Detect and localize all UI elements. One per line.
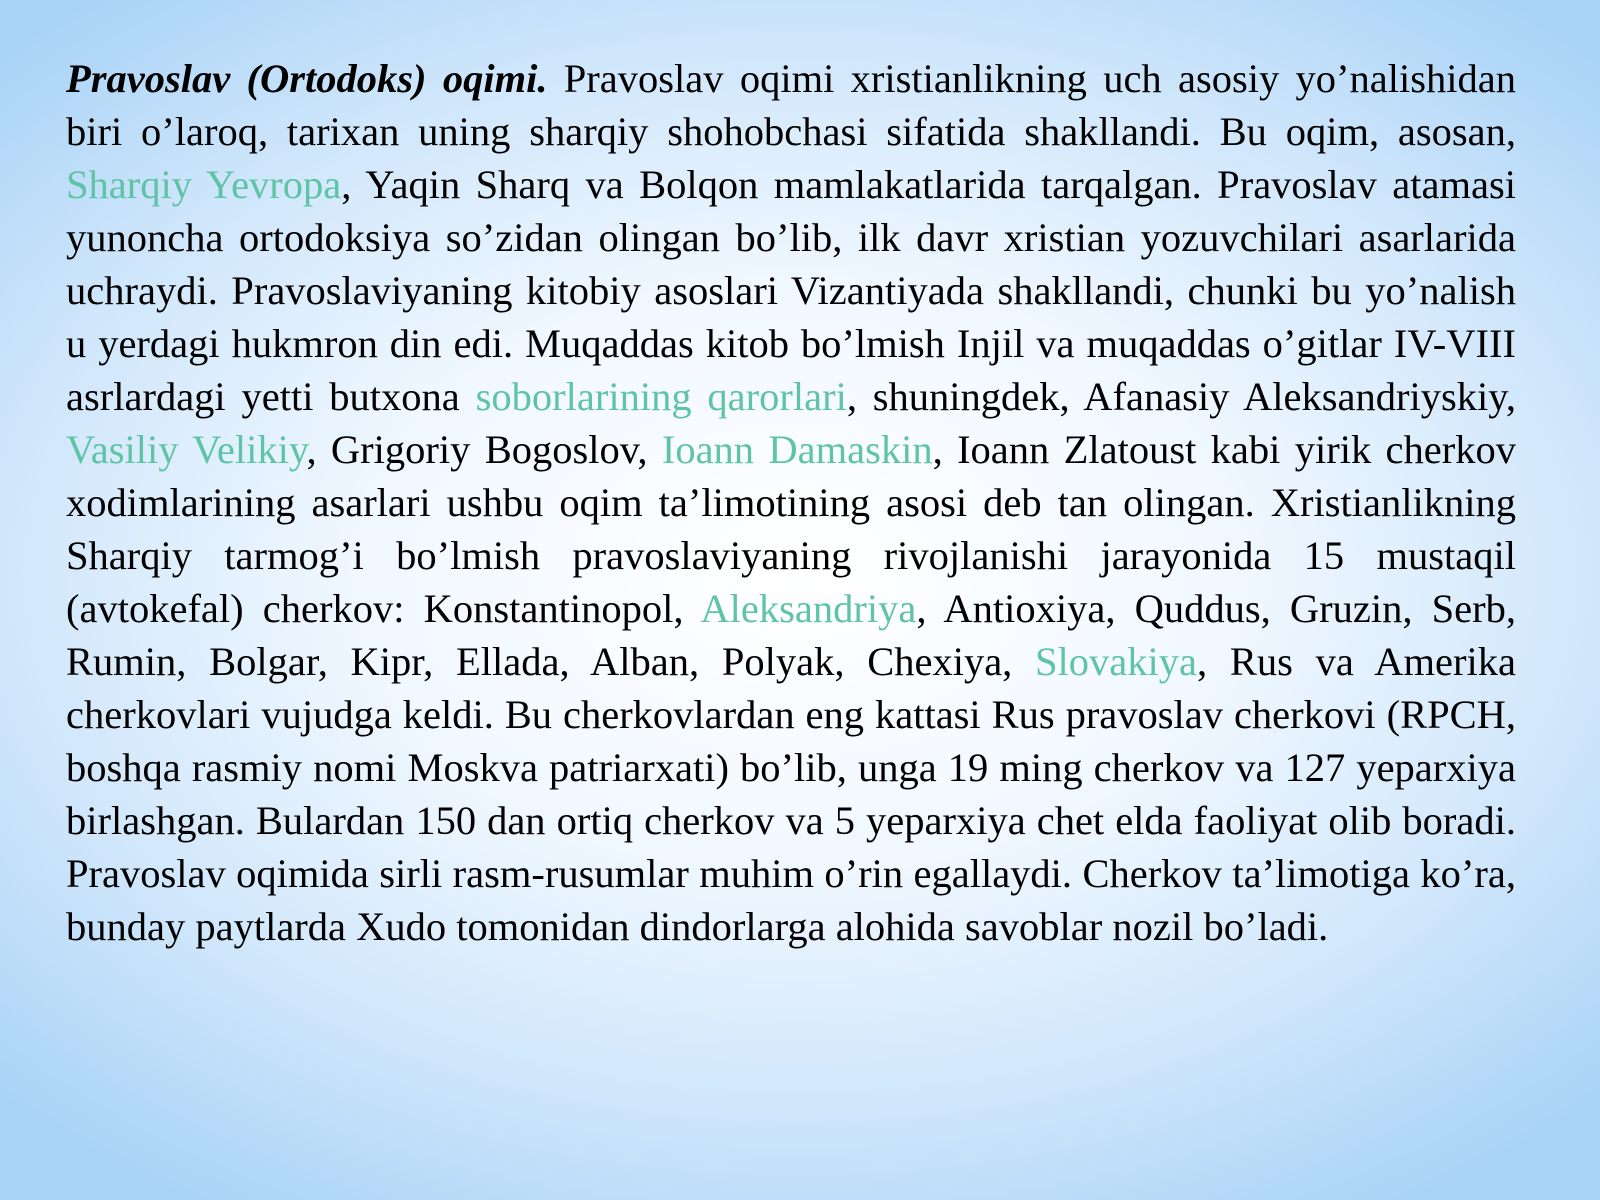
link-slovakiya[interactable]: Slovakiya <box>1035 639 1198 684</box>
link-ioann-damaskin[interactable]: Ioann Damaskin <box>661 427 933 472</box>
link-vasiliy-velikiy[interactable]: Vasiliy Velikiy <box>66 427 307 472</box>
body-paragraph <box>66 52 1516 953</box>
link-sharqiy-yevropa[interactable]: Sharqiy Yevropa <box>66 162 342 207</box>
text-segment: , Ioann Zlatoust kabi yirik cherkov xodimlarining asarlari ushbu oqim ta’limotining asosi deb tan olingan. Xristianlikning Sharqiy tarmog’i bo’lmish pravoslaviyaning rivojlanishi jarayonida 15 mustaqil (avtokefal) cherkov: Konstantinopol, <box>66 427 1516 631</box>
text-segment: , Grigoriy Bogoslov, <box>306 427 662 472</box>
text-segment: , Antioxiya, Quddus, Gruzin, Serb, Rumin, Bolgar, Kipr, Ellada, Alban, Polyak, Chexiya, <box>66 586 1516 684</box>
text-segment: Pravoslav oqimi xristianlikning uch asosiy yo’nalishidan biri o’laroq, tarixan uning sharqiy shohobchasi sifatida shakllandi. Bu oqim, asosan, <box>66 56 1516 154</box>
link-aleksandriya[interactable]: Aleksandriya <box>700 586 917 631</box>
lead-term: Pravoslav (Ortodoks) oqimi. <box>66 56 548 101</box>
text-segment: , Rus va Amerika cherkovlari vujudga keldi. Bu cherkovlardan eng kattasi Rus pravoslav cherkovi (RPCH, boshqa rasmiy nomi Moskva patriarxati) bo’lib, unga 19 ming cherkov va 127 yeparxiya birlashgan. Bulardan 150 dan ortiq cherkov va 5 yeparxiya chet elda faoliyat olib boradi. Pravoslav oqimida sirli rasm-rusumlar muhim o’rin egallaydi. Cherkov ta’limotiga ko’ra, bunday paytlarda Xudo tomonidan dindorlarga alohida savoblar nozil bo’ladi. <box>66 639 1516 949</box>
link-soborlarining-qarorlari[interactable]: soborlarining qarorlari <box>475 374 847 419</box>
text-segment: , Yaqin Sharq va Bolqon mamlakatlarida tarqalgan. Pravoslav atamasi yunoncha ortodoksiya so’zidan olingan bo’lib, ilk davr xristian yozuvchilari asarlarida uchraydi. Pravoslaviyaning kitobiy asoslari Vizantiyada shakllandi, chunki bu yo’nalish u yerdagi hukmron din edi. Muqaddas kitob bo’lmish Injil va muqaddas o’gitlar IV-VIII asrlardagi yetti butxona <box>66 162 1516 419</box>
text-segment: , shuningdek, Afanasiy Aleksandriyskiy, <box>846 374 1516 419</box>
text-box <box>66 52 1516 1162</box>
